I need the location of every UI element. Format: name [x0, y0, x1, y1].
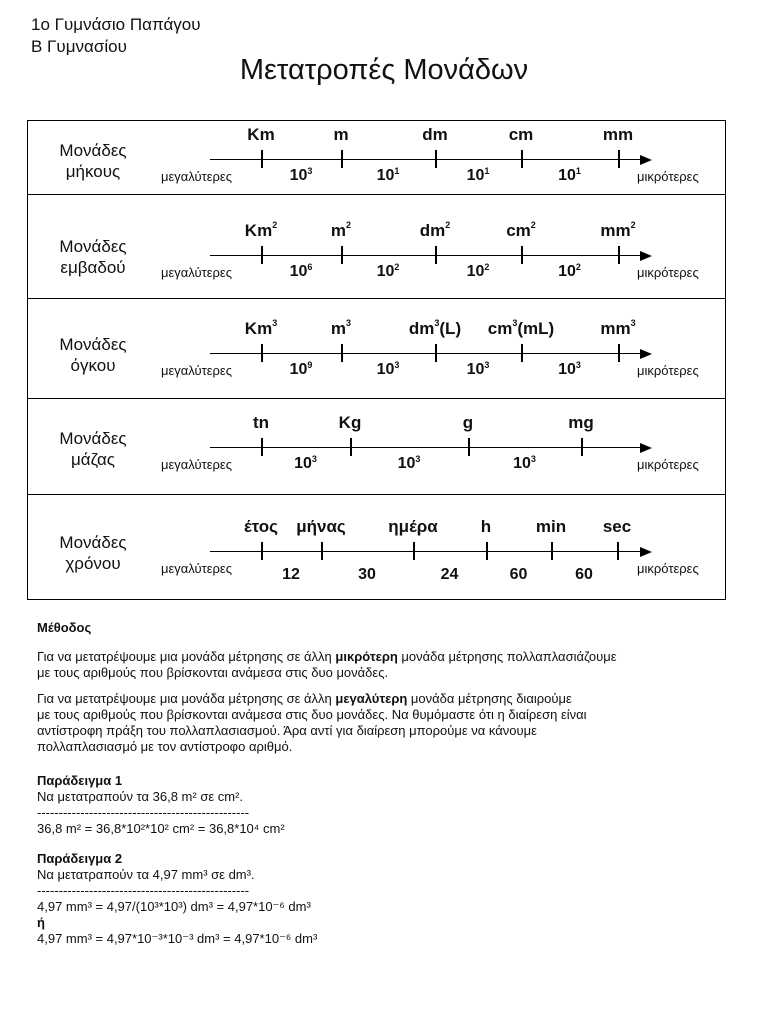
conversion-factor: 60 — [575, 566, 593, 583]
unit-label: $dm^3(L)$ — [408, 318, 462, 338]
unit-label: tn — [252, 413, 270, 432]
unit-row — [28, 195, 725, 299]
unit-tick — [468, 438, 470, 456]
unit-tick — [551, 542, 553, 560]
side-label-smaller: μικρότερες — [637, 561, 699, 576]
conversion-factor: $10^1$ — [558, 166, 581, 184]
row-label: Μονάδες εμβαδού — [59, 237, 127, 277]
conversion-factor: $10^3$ — [397, 454, 421, 472]
row-label: Μονάδες όγκου — [59, 335, 127, 375]
unit-tick — [261, 542, 263, 560]
example-2-solution-1: 4,97 mm³ = 4,97/(10³*10³) dm³ = 4,97*10⁻⁶ dm³ — [37, 899, 311, 914]
scale-axis — [210, 447, 644, 448]
unit-tick — [321, 542, 323, 560]
side-label-smaller: μικρότερες — [637, 265, 699, 280]
unit-label: $cm^3(mL)$ — [487, 318, 555, 338]
row-label: Μονάδες χρόνου — [59, 533, 127, 573]
unit-tick — [341, 344, 343, 362]
arrow-head-icon — [640, 155, 652, 165]
method-paragraph-2 — [37, 691, 737, 755]
p2-part-d: με τους αριθμούς που βρίσκονται ανάμεσα στις δυο μονάδες. Να θυμόμαστε ότι η διαίρεση είναι — [37, 707, 587, 722]
p2-keyword: μεγαλύτερη — [335, 691, 408, 706]
conversion-factor: $10^3$ — [294, 454, 317, 472]
example-1-solution: 36,8 m² = 36,8*10²*10² cm² = 36,8*10⁴ cm² — [37, 821, 285, 836]
example-2-separator: ------------------------------------------------- — [37, 883, 250, 898]
unit-row — [28, 399, 725, 495]
scale-axis — [210, 255, 644, 256]
unit-tick — [261, 246, 263, 264]
arrow-head-icon — [640, 443, 652, 453]
unit-label: Kg — [338, 413, 362, 432]
unit-tick — [435, 246, 437, 264]
school-name: 1ο Γυμνάσιο Παπάγου — [31, 15, 201, 34]
example-2-task: Να μετατραπούν τα 4,97 mm³ σε dm³. — [37, 867, 255, 882]
unit-label: Km$^3$ — [244, 318, 278, 338]
row-label: Μονάδες μάζας — [59, 429, 127, 469]
method-paragraph-1 — [37, 649, 737, 681]
conversion-factor: $10^3$ — [289, 166, 313, 184]
side-label-smaller: μικρότερες — [637, 169, 699, 184]
unit-label: dm — [422, 125, 448, 144]
conversion-factor: $10^9$ — [289, 360, 313, 378]
unit-row — [28, 121, 725, 195]
class-name: Β Γυμνασίου — [31, 37, 127, 56]
unit-tick — [486, 542, 488, 560]
arrow-head-icon — [640, 349, 652, 359]
unit-label: h — [480, 517, 492, 536]
unit-label: Km — [247, 125, 275, 144]
unit-label: m — [333, 125, 349, 144]
unit-label: cm — [508, 125, 534, 144]
method-section — [37, 620, 737, 947]
unit-tick — [618, 246, 620, 264]
row-label: Μονάδες μήκους — [59, 141, 127, 181]
unit-tick — [521, 344, 523, 362]
conversion-factor: $10^1$ — [376, 166, 400, 184]
conversion-factor: $10^3$ — [513, 454, 536, 472]
unit-row — [28, 299, 725, 399]
side-label-larger: μεγαλύτερες — [161, 169, 232, 184]
example-2-title: Παράδειγμα 2 — [37, 851, 123, 866]
unit-tick — [350, 438, 352, 456]
p2-part-c: μονάδα μέτρησης διαιρούμε — [407, 691, 572, 706]
p1-part-d: με τους αριθμούς που βρίσκονται ανάμεσα στις δυο μονάδες. — [37, 665, 389, 680]
p1-part-c: μονάδα μέτρησης πολλαπλασιάζουμε — [397, 649, 617, 664]
scale-axis — [210, 551, 644, 552]
conversion-factor: $10^3$ — [558, 360, 581, 378]
conversion-factor: 60 — [509, 566, 528, 583]
example-1-separator: ------------------------------------------------- — [37, 805, 250, 820]
unit-tick — [521, 246, 523, 264]
example-2-solution-2: 4,97 mm³ = 4,97*10⁻³*10⁻³ dm³ = 4,97*10⁻⁶ dm³ — [37, 931, 318, 946]
scale-axis — [210, 353, 644, 354]
arrow-head-icon — [640, 251, 652, 261]
side-label-larger: μεγαλύτερες — [161, 561, 232, 576]
p2-part-e: αντίστροφη πράξη του πολλαπλασιασμού. Άρα αντί για διαίρεση μπορούμε να κάνουμε — [37, 723, 537, 738]
unit-tick — [618, 150, 620, 168]
unit-label: Km$^2$ — [244, 220, 278, 240]
example-2-or: ή — [37, 915, 45, 930]
unit-tick — [435, 150, 437, 168]
unit-label: $m^2$ — [330, 220, 352, 240]
page-title: Μετατροπές Μονάδων — [239, 54, 529, 86]
example-1-title: Παράδειγμα 1 — [37, 773, 123, 788]
unit-tick — [435, 344, 437, 362]
conversion-factor: $10^3$ — [376, 360, 400, 378]
unit-label: μήνας — [296, 517, 346, 536]
conversion-factor: $10^2$ — [466, 262, 490, 280]
p2-part-f: πολλαπλασιασμό με τον αντίστροφο αριθμό. — [37, 739, 293, 754]
unit-label: $dm^2$ — [419, 220, 451, 240]
unit-row — [28, 495, 725, 601]
unit-label: $cm^2$ — [506, 220, 536, 240]
method-heading: Μέθοδος — [37, 620, 92, 635]
p1-part-a: Για να μετατρέψουμε μια μονάδα μέτρησης σε άλλη — [37, 649, 336, 664]
side-label-larger: μεγαλύτερες — [161, 265, 232, 280]
unit-tick — [521, 150, 523, 168]
unit-label: έτος — [243, 517, 279, 536]
scale-axis — [210, 159, 644, 160]
example-1-task: Να μετατραπούν τα 36,8 m² σε cm². — [37, 789, 244, 804]
unit-label: min — [535, 517, 567, 536]
unit-tick — [261, 438, 263, 456]
unit-label: sec — [602, 517, 632, 536]
p2-part-a: Για να μετατρέψουμε μια μονάδα μέτρησης σε άλλη — [37, 691, 336, 706]
unit-label: $m^3$ — [330, 318, 352, 338]
conversion-factor: $10^3$ — [466, 360, 490, 378]
unit-tick — [341, 246, 343, 264]
unit-tick — [581, 438, 583, 456]
side-label-larger: μεγαλύτερες — [161, 457, 232, 472]
unit-label: g — [462, 413, 474, 432]
conversion-factor: $10^2$ — [558, 262, 581, 280]
arrow-head-icon — [640, 547, 652, 557]
conversion-factor: 30 — [358, 566, 376, 583]
units-table — [27, 120, 726, 600]
p1-keyword: μικρότερη — [335, 649, 398, 664]
unit-label: mg — [568, 413, 594, 432]
side-label-smaller: μικρότερες — [637, 363, 699, 378]
conversion-factor: 12 — [282, 566, 300, 583]
conversion-factor: $10^2$ — [376, 262, 400, 280]
side-label-smaller: μικρότερες — [637, 457, 699, 472]
unit-label: ημέρα — [388, 517, 438, 536]
unit-tick — [261, 150, 263, 168]
unit-tick — [261, 344, 263, 362]
side-label-larger: μεγαλύτερες — [161, 363, 232, 378]
conversion-factor: 24 — [440, 566, 459, 583]
conversion-factor: $10^6$ — [289, 262, 313, 280]
conversion-factor: $10^1$ — [466, 166, 490, 184]
unit-label: mm — [602, 125, 634, 144]
unit-label: $mm^3$ — [600, 318, 636, 338]
unit-tick — [413, 542, 415, 560]
unit-tick — [341, 150, 343, 168]
unit-label: $mm^2$ — [600, 220, 636, 240]
unit-tick — [618, 344, 620, 362]
unit-tick — [617, 542, 619, 560]
